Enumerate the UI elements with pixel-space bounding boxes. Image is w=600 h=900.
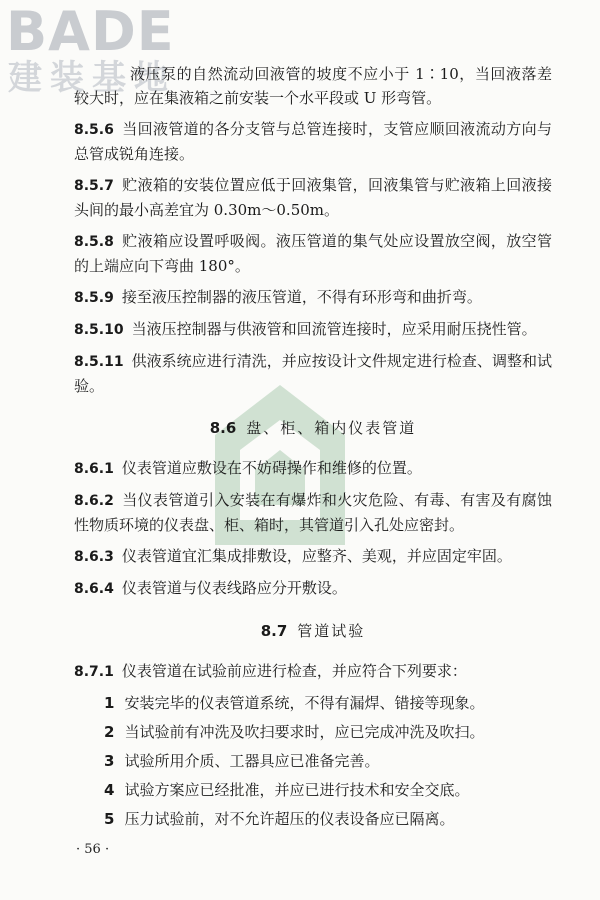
page-number: · 56 · xyxy=(76,842,110,857)
section-heading-8-6: 8.6 盘、柜、箱内仪表管道 xyxy=(209,419,417,437)
paragraph-8-5-11: 8.5.11 供液系统应进行清洗，并应按设计文件规定进行检查、调整和试验。 xyxy=(74,352,552,395)
list-item: 5 压力试验前，对不允许超压的仪表设备应已隔离。 xyxy=(104,810,455,828)
list-item: 1 安装完毕的仪表管道系统，不得有漏焊、错接等现象。 xyxy=(104,694,485,712)
paragraph-8-7-1: 8.7.1 仪表管道在试验前应进行检查，并应符合下列要求： xyxy=(74,662,467,680)
paragraph-8-6-4: 8.6.4 仪表管道与仪表线路应分开敷设。 xyxy=(74,579,347,597)
document-body xyxy=(74,62,552,836)
logo-wordmark: BADE xyxy=(6,0,175,63)
paragraph-8-5-5: 液压泵的自然流动回液管的坡度不应小于 1∶10，当回液落差较大时，应在集液箱之前安装一个水平段或 U 形弯管。 xyxy=(74,65,552,107)
list-item: 4 试验方案应已经批准，并应已进行技术和安全交底。 xyxy=(104,781,470,799)
list-item: 2 当试验前有冲洗及吹扫要求时，应已完成冲洗及吹扫。 xyxy=(104,723,485,741)
paragraph-8-6-1: 8.6.1 仪表管道应敷设在不妨碍操作和维修的位置。 xyxy=(74,459,422,477)
paragraph-8-6-2: 8.6.2 当仪表管道引入安装在有爆炸和火灾危险、有毒、有害及有腐蚀性物质环境的仪表盘、柜、箱时，其管道引入孔处应密封。 xyxy=(74,491,552,534)
list-item: 3 试验所用介质、工器具应已准备完善。 xyxy=(104,752,380,770)
logo-subtitle: 建装基地 xyxy=(8,58,176,98)
paragraph-8-5-7: 8.5.7 贮液箱的安装位置应低于回液集管，回液集管与贮液箱上回液接头间的最小高差宜为 0.30m～0.50m。 xyxy=(74,176,552,219)
paragraph-8-5-10: 8.5.10 当液压控制器与供液管和回流管连接时，应采用耐压挠性管。 xyxy=(74,320,537,338)
section-heading-8-7: 8.7 管道试验 xyxy=(260,622,366,640)
paragraph-8-5-9: 8.5.9 接至液压控制器的液压管道，不得有环形弯和曲折弯。 xyxy=(74,288,482,306)
paragraph-8-5-8: 8.5.8 贮液箱应设置呼吸阀。液压管道的集气处应设置放空阀，放空管的上端应向下弯曲 180°。 xyxy=(74,232,552,275)
paragraph-8-6-3: 8.6.3 仪表管道宜汇集成排敷设，应整齐、美观，并应固定牢固。 xyxy=(74,547,512,565)
paragraph-8-5-6: 8.5.6 当回液管道的各分支管与总管连接时，支管应顺回液流动方向与总管成锐角连接。 xyxy=(74,120,552,163)
